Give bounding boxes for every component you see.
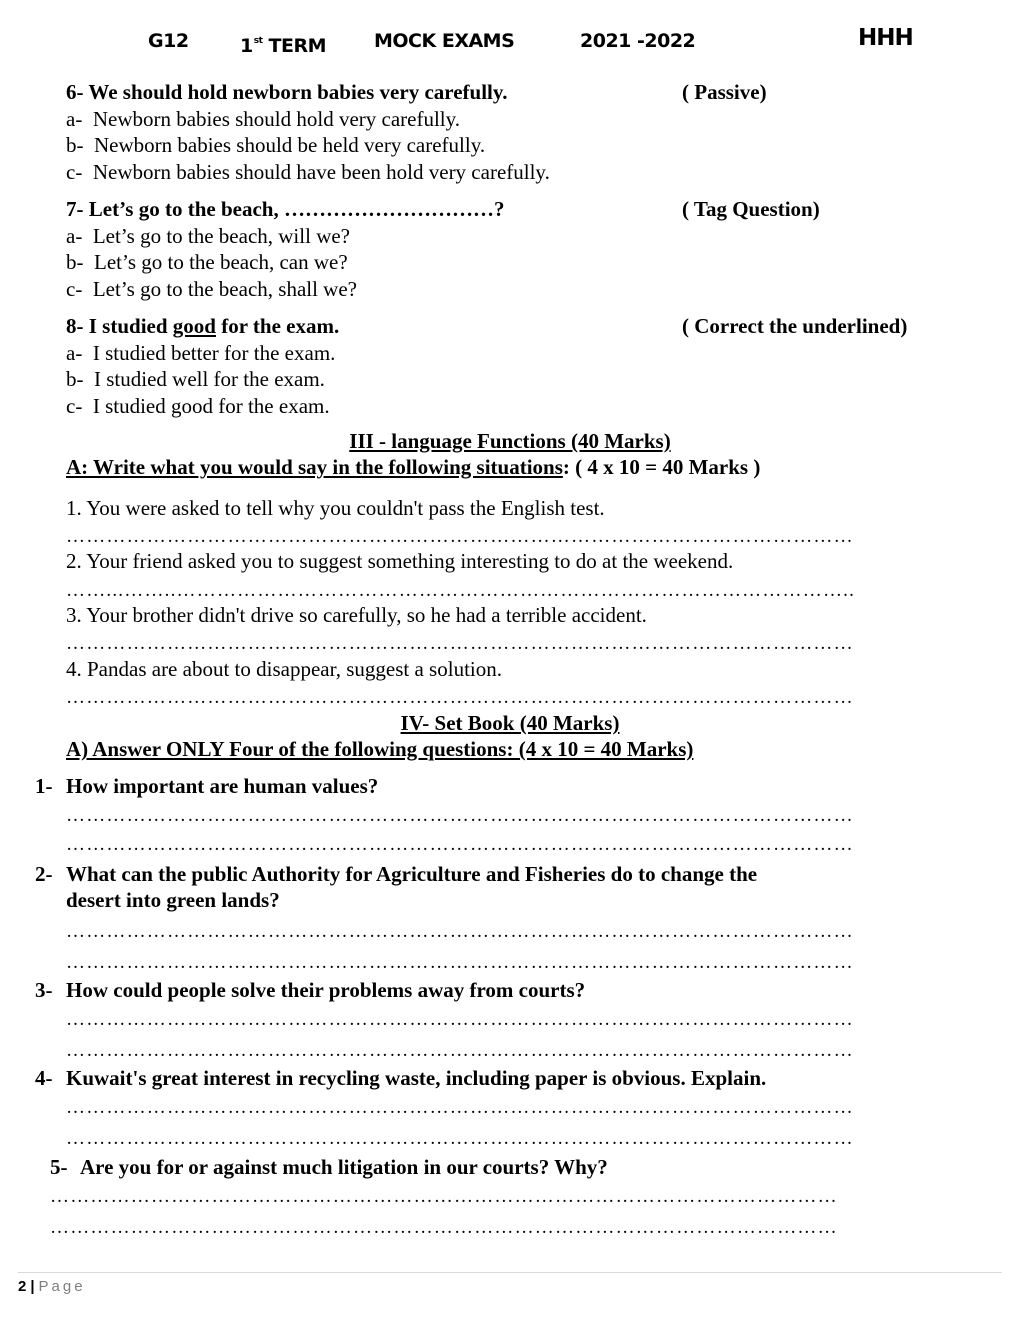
question-text-after: for the exam. <box>215 314 340 338</box>
header-term-word: TERM <box>268 35 327 57</box>
answer-line[interactable]: ……………………………………………………………………………………………………… <box>66 1009 854 1030</box>
set-book-question-2-continued: desert into green lands? <box>66 888 280 912</box>
set-book-question-number: 4- <box>35 1066 53 1090</box>
header-term <box>240 29 326 58</box>
section-4-title: IV- Set Book (40 Marks) <box>400 711 620 735</box>
option-text: Newborn babies should have been hold very carefully. <box>92 160 550 184</box>
option-8a <box>66 341 335 365</box>
option-text: Newborn babies should be held very carefully. <box>94 133 486 157</box>
option-8b <box>66 367 325 391</box>
option-text: Let’s go to the beach, will we? <box>92 224 350 248</box>
set-book-question-5: Are you for or against much litigation in our courts? Why? <box>80 1155 608 1179</box>
question-number: 7- <box>66 197 84 221</box>
answer-line[interactable]: ……...……..……………………………………………………………………………………….. <box>66 580 856 601</box>
option-letter: b- <box>66 250 84 274</box>
situation-2: 2. Your friend asked you to suggest something interesting to do at the weekend. <box>66 549 734 573</box>
answer-line[interactable]: ……………………………………………………………………………………………………… <box>66 805 854 826</box>
section-3-title: III - language Functions (40 Marks) <box>349 429 671 453</box>
grammar-question-7 <box>66 197 504 221</box>
option-text: Newborn babies should hold very carefully. <box>92 107 461 131</box>
option-letter: c- <box>66 277 83 301</box>
answer-line[interactable]: ……………………………………………………………………………………………………… <box>66 687 854 708</box>
set-book-question-number: 1- <box>35 774 53 798</box>
set-book-question-number: 2- <box>35 862 53 886</box>
page-label: Page <box>38 1278 86 1295</box>
question-text: Let’s go to the beach, …………………………? <box>88 197 505 221</box>
header-term-number: 1 <box>240 35 253 57</box>
underlined-word: good <box>172 314 216 338</box>
section-4-instruction: A) Answer ONLY Four of the following questions: (4 x 10 = 40 Marks) <box>66 737 694 761</box>
footer-divider <box>18 1272 1002 1273</box>
question-number: 8- <box>66 314 84 338</box>
option-letter: a- <box>66 107 83 131</box>
answer-line[interactable]: ……………………………………………………………………………………………………… <box>66 526 854 547</box>
grammar-type-8: ( Correct the underlined) <box>682 314 908 338</box>
option-letter: b- <box>66 367 84 391</box>
question-text-before: I studied <box>88 314 173 338</box>
situation-1: 1. You were asked to tell why you couldn't pass the English test. <box>66 496 605 520</box>
question-text: We should hold newborn babies very carefully. <box>88 80 508 104</box>
option-text: I studied better for the exam. <box>92 341 336 365</box>
answer-line[interactable]: ……………………………………………………………………………………………………… <box>66 633 854 654</box>
answer-line[interactable]: ……………………………………………………………………………………………………… <box>66 834 854 855</box>
option-text: Let’s go to the beach, shall we? <box>92 277 357 301</box>
grammar-type-7: ( Tag Question) <box>682 197 820 221</box>
header-grade: G12 <box>148 30 189 52</box>
set-book-question-4: Kuwait's great interest in recycling waste, including paper is obvious. Explain. <box>66 1066 767 1090</box>
header-term-suffix: st <box>253 36 263 46</box>
answer-line[interactable]: ……………………………………………………………………………………………………… <box>66 952 854 973</box>
set-book-question-3: How could people solve their problems away from courts? <box>66 978 586 1002</box>
option-7c <box>66 277 357 301</box>
footer-separator: | <box>30 1278 35 1295</box>
header-year: 2021 -2022 <box>580 30 696 52</box>
situation-4: 4. Pandas are about to disappear, suggest a solution. <box>66 657 502 681</box>
answer-line[interactable]: ……………………………………………………………………………………………………… <box>66 1128 854 1149</box>
option-letter: c- <box>66 394 83 418</box>
option-8c <box>66 394 330 418</box>
set-book-question-number: 5- <box>50 1155 68 1179</box>
answer-line[interactable]: ……………………………………………………………………………………………………… <box>66 1040 854 1061</box>
option-6c <box>66 160 550 184</box>
instruction-underlined: A: Write what you would say in the following situations <box>66 455 563 479</box>
page-number: 2 <box>18 1278 27 1295</box>
option-7a <box>66 224 350 248</box>
grammar-type-6: ( Passive) <box>682 80 767 104</box>
answer-line[interactable]: ……………………………………………………………………………………………………… <box>66 921 854 942</box>
option-letter: b- <box>66 133 84 157</box>
option-text: I studied good for the exam. <box>92 394 330 418</box>
option-text: Let’s go to the beach, can we? <box>94 250 348 274</box>
answer-line[interactable]: ……………………………………………………………………………………………………… <box>50 1217 838 1238</box>
option-letter: c- <box>66 160 83 184</box>
option-letter: a- <box>66 341 83 365</box>
option-6a <box>66 107 460 131</box>
set-book-question-1: How important are human values? <box>66 774 379 798</box>
grammar-question-6 <box>66 80 507 104</box>
option-text: I studied well for the exam. <box>94 367 325 391</box>
page-footer <box>18 1277 86 1297</box>
header-logo: HHH <box>858 25 913 51</box>
situation-3: 3. Your brother didn't drive so carefully, so he had a terrible accident. <box>66 603 647 627</box>
option-6b <box>66 133 485 157</box>
question-number: 6- <box>66 80 84 104</box>
instruction-rest: : ( 4 x 10 = 40 Marks ) <box>562 455 761 479</box>
option-letter: a- <box>66 224 83 248</box>
option-7b <box>66 250 348 274</box>
answer-line[interactable]: ……………………………………………………………………………………………………… <box>66 1097 854 1118</box>
header-exam: MOCK EXAMS <box>374 30 515 52</box>
grammar-question-8 <box>66 314 339 338</box>
section-3-instruction <box>66 455 760 479</box>
answer-line[interactable]: ……………………………………………………………………………………………………… <box>50 1186 838 1207</box>
set-book-question-2: What can the public Authority for Agriculture and Fisheries do to change the <box>66 862 758 886</box>
set-book-question-number: 3- <box>35 978 53 1002</box>
